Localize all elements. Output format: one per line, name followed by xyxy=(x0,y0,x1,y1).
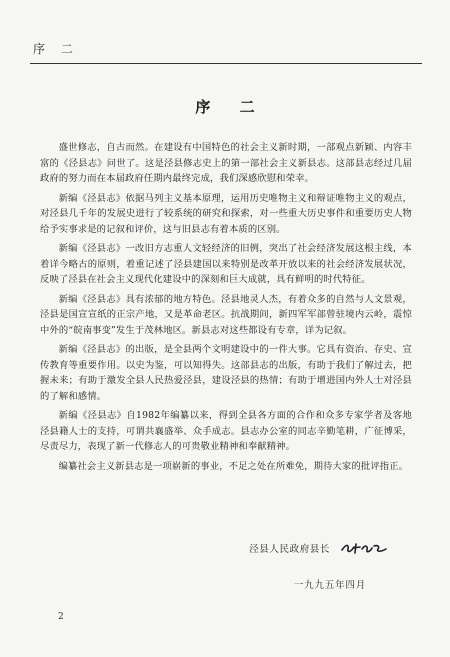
paragraph: 新编《泾县志》一改旧方志重人文轻经济的旧例，突出了社会经济发展这根主线，本着详今略古的原则，着重记述了泾县建国以来特别是改革开放以来的社会经济发展状况，反映了泾县在社会主义现代化建设中的深刻和巨大成就，具有鲜明的时代特征。 xyxy=(40,243,412,285)
preface-body xyxy=(40,140,412,478)
signature-line xyxy=(249,540,388,556)
signatory-title: 泾县人民政府县长 xyxy=(249,544,330,555)
handwritten-signature-icon xyxy=(340,540,388,556)
running-header: 序 二 xyxy=(33,42,79,56)
page-number: 2 xyxy=(58,612,64,622)
paragraph: 盛世修志，自古而然。在建设有中国特色的社会主义新时期，一部观点新颖、内容丰富的《泾县志》问世了。这是泾县修志史上的第一部社会主义新县志。这部县志经过几届政府的努力而在本届政府任期内最终完成，我们深感欣慰和荣幸。 xyxy=(40,142,412,184)
paragraph: 编纂社会主义新县志是一项崭新的事业，不足之处在所难免，期待大家的批评指正。 xyxy=(58,460,409,472)
paragraph: 新编《泾县志》依据马列主义基本原理，运用历史唯物主义和辩证唯物主义的观点，对泾县几千年的发展史进行了较系统的研究和探索，对一些重大历史事件和重要历史人物给予实事求是的记叙和评价，这与旧县志有着本质的区别。 xyxy=(40,192,412,235)
header-rule xyxy=(30,63,422,64)
page-title: 序 二 xyxy=(195,98,267,116)
paragraph: 新编《泾县志》具有浓郁的地方特色。泾县地灵人杰，有着众多的自然与人文景观，泾县是国宣宣纸的正宗产地，又是革命老区。抗战期间，新四军军部曾驻境内云岭，震惊中外的“皖南事变”发生于茂林地区。新县志对这些都设有专章，详为记叙。 xyxy=(40,293,412,336)
date-line: 一九九五年四月 xyxy=(293,580,366,591)
paragraph: 新编《泾县志》的出版，是全县两个文明建设中的一件大事。它具有资治、存史、宣传教育等重要作用。以史为鉴，可以知得失。这部县志的出版，有助于我们了解过去，把握未来；有助于激发全县人民热爱泾县，建设泾县的热情；有助于增进国内外人士对泾县的了解和感情。 xyxy=(40,344,412,402)
paragraph: 新编《泾县志》自1982年编纂以来，得到全县各方面的合作和众多专家学者及客地泾县籍人士的支持，可谓共襄盛举、众手成志。县志办公室的同志辛勤笔耕，广征博采，尽责尽力，表现了新一代修志人的可贵敬业精神和奉献精神。 xyxy=(40,410,412,452)
